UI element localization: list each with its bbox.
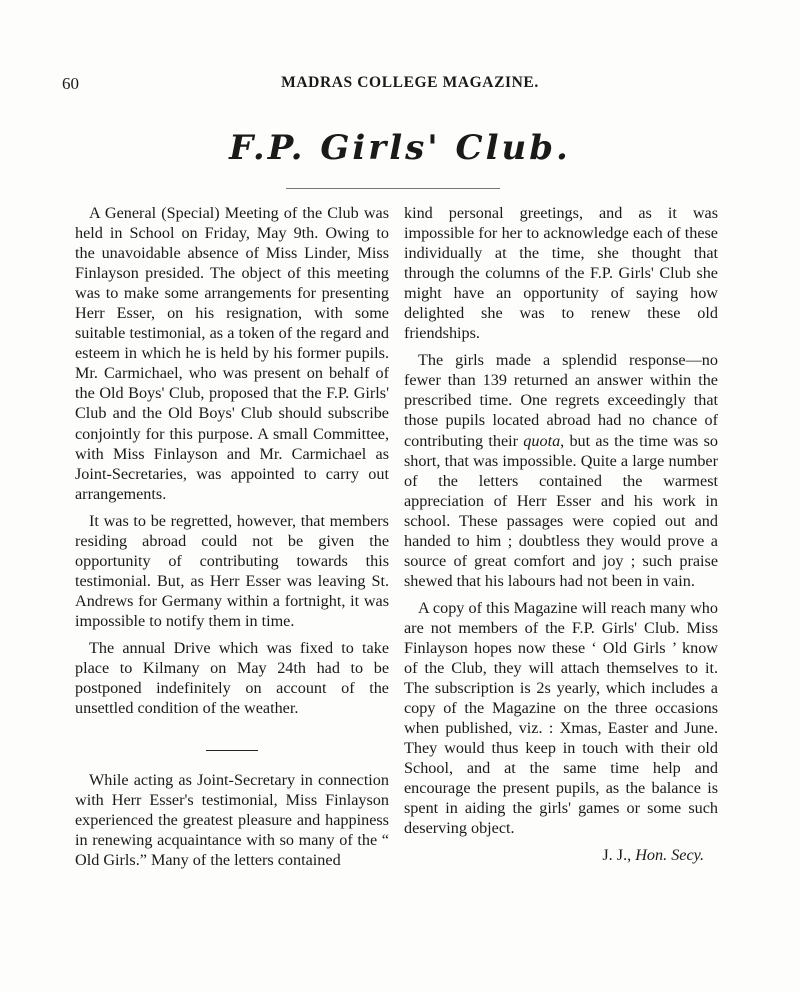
page-number: 60 <box>62 74 79 93</box>
paragraph-meeting: A General (Special) Meeting of the Club was held in School on Friday, May 9th. Owing to the unavoidable absence of Miss Linder, Miss Finlayson presided. The object of this meeting was to make some arrangements for presenting Herr Esser, on his resignation, with some suitable testimonial, as a token of the regard and esteem in which he is held by his former pupils. Mr. Carmichael, who was present on behalf of the Old Boys' Club, proposed that the F.P. Girls' Club and the Old Boys' Club should subscribe conjointly for this purpose. A small Committee, with Miss Finlayson and Mr. Carmichael as Joint-Secretaries, was appointed to carry out arrangements. <box>75 204 389 503</box>
paragraph-drive: The annual Drive which was fixed to take place to Kilmany on May 24th had to be postponed indefinitely on account of the unsettled condition of the weather. <box>75 638 389 718</box>
paragraph-regret: It was to be regretted, however, that members residing abroad could not be given the opportunity of contributing towards this testimonial. But, as Herr Esser was leaving St. Andrews for Germany within a fortnight, it was impossible to notify them in time. <box>75 511 389 630</box>
running-head <box>62 74 738 96</box>
response-text-start: The girls made a splendid response—no fewer than 139 returned an answer within the prescribed time. One regrets exceedingly that those pupils located abroad had no chance of contributing their <box>404 351 718 450</box>
title-rule <box>286 188 500 189</box>
right-column <box>404 203 718 866</box>
paragraph-joint-secretary: While acting as Joint-Secretary in connection with Herr Esser's testimonial, Miss Finlayson experienced the greatest pleasure and happiness in renewing acquaintance with so many of the “ Old Girls.” Many of the letters contained <box>75 771 389 870</box>
magazine-title: MADRAS COLLEGE MAGAZINE. <box>281 74 539 91</box>
response-text-end: , but as the time was so short, that was impossible. Quite a large number of the letters contained the warmest appreciation of Herr Esser and his work in school. These passages were copied out and handed to him ; doubtless they would prove a source of great comfort and joy ; such praise shewed that his labours had not been in vain. <box>404 431 718 590</box>
left-column <box>75 203 389 877</box>
paragraph-continuation: kind personal greetings, and as it was impossible for her to acknowledge each of these individually at the time, she thought that through the columns of the F.P. Girls' Club she might have an opportunity of saying how delighted she was to renew these old friendships. <box>404 204 718 343</box>
section-divider <box>75 736 389 748</box>
quota-italic: quota <box>523 431 561 450</box>
signature <box>404 845 718 865</box>
article-title: F.P. Girls' Club. <box>229 128 571 168</box>
signature-initials: J. J., <box>602 846 636 865</box>
signature-title: Hon. Secy. <box>635 846 704 865</box>
paragraph-response <box>404 350 718 591</box>
paragraph-subscription: A copy of this Magazine will reach many who are not members of the F.P. Girls' Club. Miss Finlayson hopes now these ‘ Old Girls ’ know of the Club, they will attach themselves to it. The subscription is 2s yearly, which includes a copy of the Magazine on the three occasions when published, viz. : Xmas, Easter and June. They would thus keep in touch with their old School, and at the same time help and encourage the present pupils, as the balance is spent in aiding the girls' games or some such deserving object. <box>404 598 718 838</box>
